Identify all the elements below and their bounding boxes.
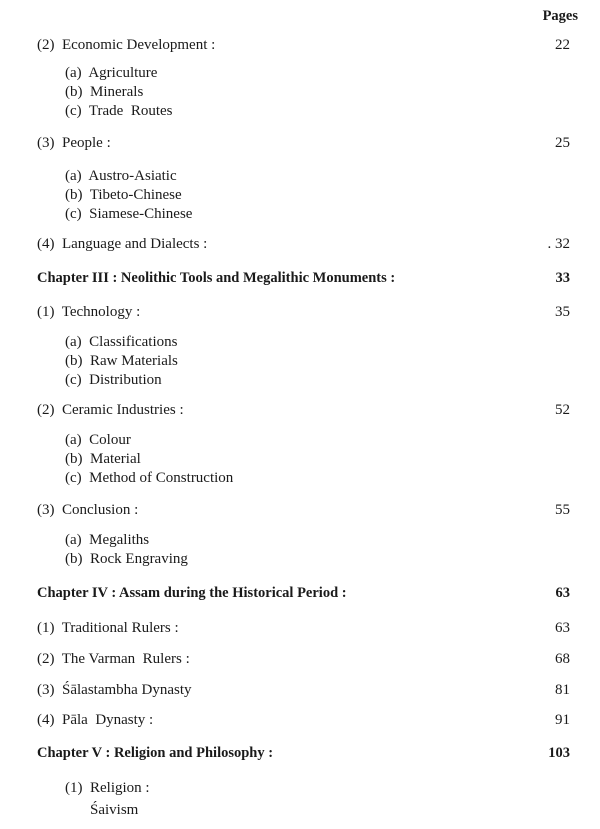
- toc-page-number: . 32: [547, 236, 570, 252]
- toc-section-row: [0, 618, 600, 638]
- toc-entry-title: (c) Distribution: [65, 372, 162, 388]
- toc-entry-title: (a) Austro-Asiatic: [65, 168, 177, 184]
- toc-subsection-row: [0, 332, 600, 352]
- toc-subsection-row: [0, 166, 600, 186]
- toc-entry-title: (4) Pāla Dynasty :: [37, 712, 154, 728]
- toc-entry-title: (a) Megaliths: [65, 532, 150, 548]
- toc-page-number: 63: [555, 585, 570, 601]
- toc-subsection-row: [0, 63, 600, 83]
- toc-entry-title: (2) Ceramic Industries :: [37, 402, 184, 418]
- toc-page-number: 33: [555, 270, 570, 286]
- toc-section-row: [0, 302, 600, 322]
- toc-entry-title: Chapter IV : Assam during the Historical Period :: [37, 585, 347, 601]
- toc-section-row: [0, 133, 600, 153]
- toc-page-number: 52: [555, 402, 570, 418]
- toc-page-number: 103: [548, 745, 570, 761]
- toc-subsection-row: [0, 549, 600, 569]
- toc-subsection-row: [0, 800, 600, 820]
- toc-entry-title: (c) Siamese-Chinese: [65, 206, 193, 222]
- toc-entry-title: (4) Language and Dialects :: [37, 236, 208, 252]
- toc-subsection-row: [0, 204, 600, 224]
- toc-subsection-row: [0, 370, 600, 390]
- toc-entry-title: (a) Classifications: [65, 334, 178, 350]
- toc-page-number: 81: [555, 682, 570, 698]
- pages-column-header: Pages: [542, 8, 578, 24]
- toc-subsection-row: [0, 101, 600, 121]
- toc-chapter-row: [0, 268, 600, 288]
- toc-section-row: [0, 500, 600, 520]
- toc-subsection-row: [0, 430, 600, 450]
- toc-subsection-row: [0, 530, 600, 550]
- toc-entry-title: Chapter III : Neolithic Tools and Megalithic Monuments :: [37, 270, 396, 286]
- toc-entry-title: (2) Economic Development :: [37, 37, 216, 53]
- toc-subsection-row: [0, 82, 600, 102]
- toc-page-number: 68: [555, 651, 570, 667]
- toc-entry-title: (c) Trade Routes: [65, 103, 173, 119]
- toc-entry-title: (a) Colour: [65, 432, 131, 448]
- toc-entry-title: (3) Conclusion :: [37, 502, 139, 518]
- toc-section-row: [0, 400, 600, 420]
- toc-subsection-row: [0, 351, 600, 371]
- toc-page-number: 22: [555, 37, 570, 53]
- toc-page-number: 63: [555, 620, 570, 636]
- toc-page-number: 35: [555, 304, 570, 320]
- toc-entry-title: (b) Raw Materials: [65, 353, 178, 369]
- toc-page-number: 91: [555, 712, 570, 728]
- toc-section-row: [0, 649, 600, 669]
- toc-entry-title: (1) Technology :: [37, 304, 141, 320]
- toc-entry-title: (c) Method of Construction: [65, 470, 234, 486]
- toc-page-number: 55: [555, 502, 570, 518]
- toc-entry-title: (b) Minerals: [65, 84, 144, 100]
- toc-subsection-row: [0, 449, 600, 469]
- toc-section-row: [0, 234, 600, 254]
- toc-subsection-row: [0, 185, 600, 205]
- toc-entry-title: Śaivism: [90, 802, 139, 818]
- toc-section-row: [0, 35, 600, 55]
- toc-entry-title: (b) Material: [65, 451, 141, 467]
- toc-chapter-row: [0, 743, 600, 763]
- toc-section-row: [0, 680, 600, 700]
- toc-page-number: 25: [555, 135, 570, 151]
- toc-entry-title: (b) Rock Engraving: [65, 551, 188, 567]
- toc-entry-title: (3) Śālastambha Dynasty: [37, 682, 192, 698]
- toc-subsection-row: [0, 468, 600, 488]
- toc-entry-title: (b) Tibeto-Chinese: [65, 187, 182, 203]
- toc-section-row: [0, 710, 600, 730]
- toc-subsection-row: [0, 778, 600, 798]
- toc-entry-title: (1) Religion :: [65, 780, 150, 796]
- toc-entry-title: Chapter V : Religion and Philosophy :: [37, 745, 274, 761]
- toc-chapter-row: [0, 583, 600, 603]
- toc-entry-title: (2) The Varman Rulers :: [37, 651, 190, 667]
- toc-entry-title: (3) People :: [37, 135, 111, 151]
- toc-entry-title: (a) Agriculture: [65, 65, 158, 81]
- toc-entry-title: (1) Traditional Rulers :: [37, 620, 179, 636]
